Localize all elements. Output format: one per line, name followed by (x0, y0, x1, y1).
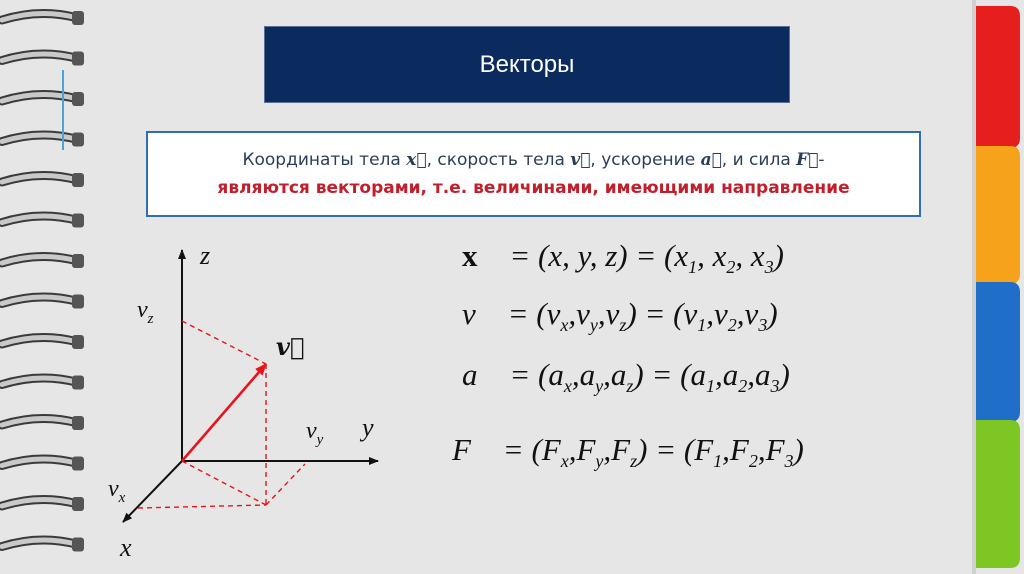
binding-ring (2, 254, 84, 268)
binding-ring (2, 92, 84, 106)
axis-label-x: x (120, 533, 132, 562)
equation-position: x⃗ = (x, y, $z) = (x_1$, $x_2$, $x_3$) (462, 238, 784, 277)
vector-label-v: v⃗ (276, 332, 305, 361)
x-axis (123, 461, 182, 522)
tab-orange[interactable] (972, 146, 1020, 284)
text-part: , скорость тела (426, 150, 571, 170)
tab-green[interactable] (972, 420, 1020, 568)
binding-ring (2, 376, 84, 390)
definition-box (146, 131, 921, 217)
text-part: - (818, 150, 825, 170)
equation-force: F⃗ = $(F_x,F_y,F_z) = (F_1,F_2,F_3)$ (452, 432, 804, 471)
text-part: , ускорение (590, 150, 701, 170)
binding-ring (2, 214, 84, 228)
tab-red[interactable] (972, 6, 1020, 148)
equation-acceleration: a⃗ = $(a_x,a_y,a_z) = (a_1,a_2,a_3)$ (462, 357, 790, 396)
binding-ring (2, 295, 84, 309)
binding-ring (2, 133, 84, 147)
symbol-f: F⃗ (796, 150, 819, 170)
binding-ring (2, 457, 84, 471)
symbol-v: v⃗ (570, 150, 591, 170)
label-vz: $v_z$ (137, 297, 154, 327)
tab-blue[interactable] (972, 282, 1020, 422)
definition-line-2: являются векторами, т.е. величинами, имеющими направление (217, 178, 850, 198)
equation-velocity: v⃗ = $(v_x,v_y,v_z) = (v_1,v_2,v_3)$ (462, 296, 778, 335)
slide-title: Векторы (264, 26, 790, 103)
binding-ring (2, 335, 84, 349)
text-part: , и сила (721, 150, 797, 170)
definition-line-1 (148, 146, 919, 174)
axis-label-y: y (362, 413, 374, 442)
notebook-tabs (972, 0, 1024, 574)
spiral-binding (0, 0, 95, 574)
label-vy: $v_y$ (306, 418, 324, 448)
binding-ring (2, 497, 84, 511)
binding-ring (2, 416, 84, 430)
binding-ring (2, 52, 84, 66)
axis-label-z: z (200, 241, 211, 270)
binding-ring (2, 11, 84, 25)
vector-v-arrow (182, 364, 266, 461)
label-vx: $v_x$ (108, 476, 126, 506)
binding-ring (2, 173, 84, 187)
text-part: Координаты тела (242, 150, 407, 170)
vector-diagram (100, 240, 410, 570)
binding-ring (2, 538, 84, 552)
symbol-x: x⃗ (406, 150, 427, 170)
symbol-a: a⃗ (700, 150, 722, 170)
